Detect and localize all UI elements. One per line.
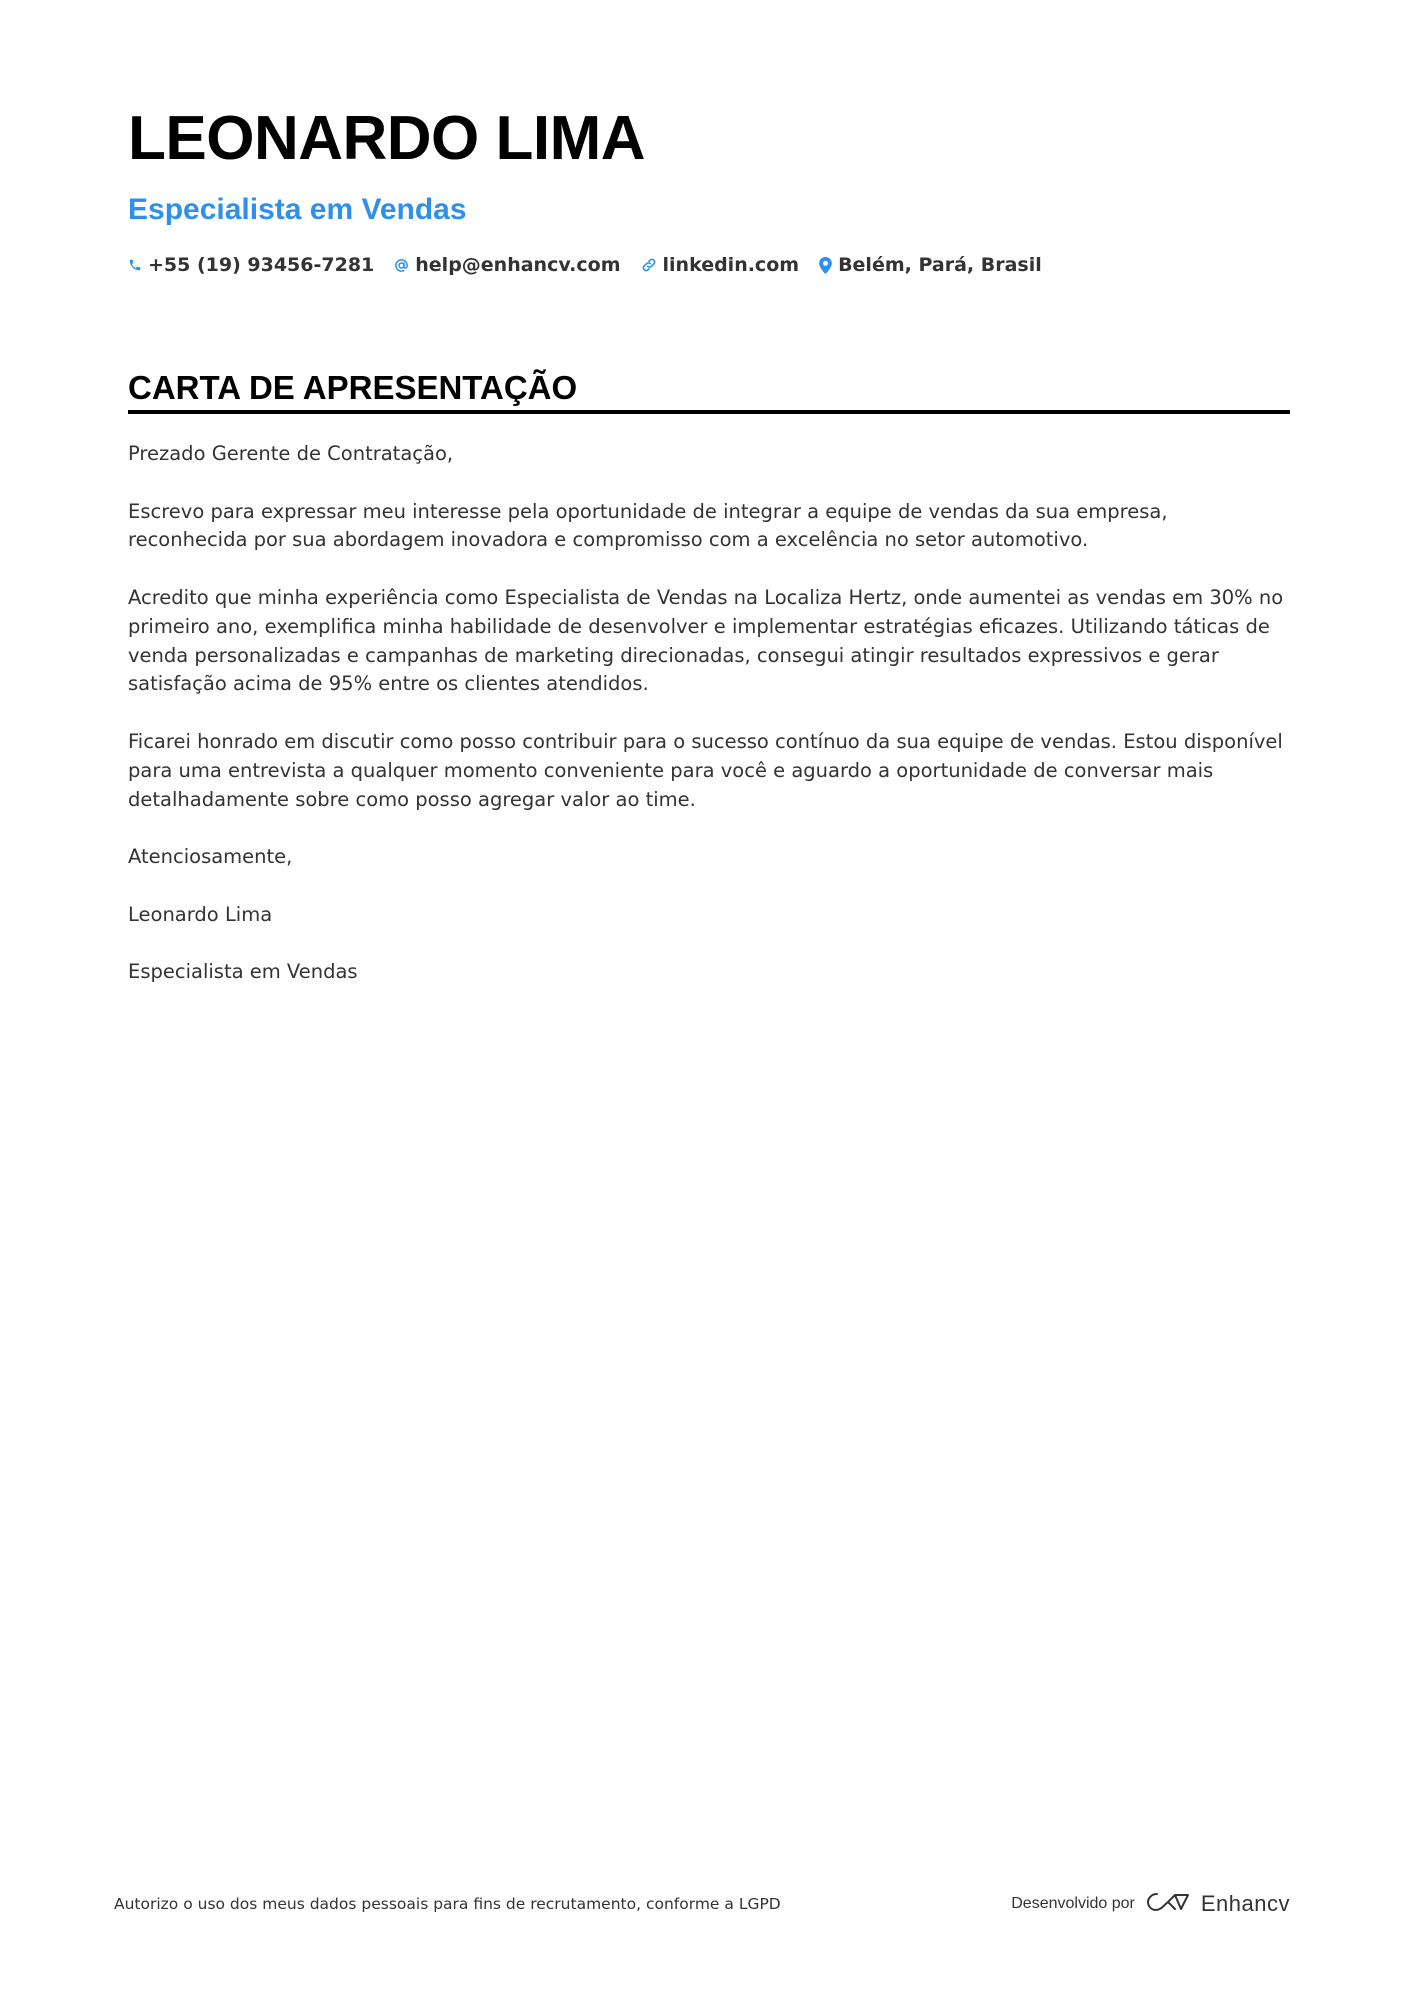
candidate-name: LEONARDO LIMA <box>128 104 646 173</box>
letter-body <box>128 440 1290 1016</box>
link-icon <box>641 257 657 273</box>
letter-paragraph-1: Escrevo para expressar meu interesse pela oportunidade de integrar a equipe de vendas da sua empresa, reconhecida por sua abordagem inovadora e compromisso com a excelência no setor automotivo. <box>128 499 1168 552</box>
section-divider <box>128 410 1290 414</box>
at-icon <box>394 258 409 273</box>
contact-linkedin[interactable] <box>641 254 800 276</box>
consent-note: Autorizo o uso dos meus dados pessoais para fins de recrutamento, conforme a LGPD <box>114 1895 781 1913</box>
contact-linkedin-text: linkedin.com <box>662 254 800 276</box>
phone-icon <box>128 258 142 272</box>
signature-role: Especialista em Vendas <box>128 960 358 984</box>
letter-paragraph-2: Acredito que minha experiência como Especialista de Vendas na Localiza Hertz, onde aumentei as vendas em 30% no primeiro ano, exemplifica minha habilidade de desenvolver e implementar estratégias eficazes. Utilizando táticas de venda personalizadas e campanhas de marketing direcionadas, consegui atingir resultados expressivos e gerar satisfação acima de 95% entre os clientes atendidos. <box>128 585 1284 696</box>
enhancv-brand: Enhancv <box>1200 1891 1290 1916</box>
contact-location <box>819 254 1042 276</box>
letter-closing: Atenciosamente, <box>128 845 293 869</box>
letter-greeting: Prezado Gerente de Contratação, <box>128 442 454 465</box>
powered-by-label: Desenvolvido por <box>1011 1895 1135 1912</box>
signature-name: Leonardo Lima <box>128 902 273 926</box>
letter-paragraph-3: Ficarei honrado em discutir como posso contribuir para o sucesso contínuo da sua equipe de vendas. Estou disponível para uma entrevista a qualquer momento conveniente para você e aguardo a oportunidade de conversar mais detalhadamente sobre como posso agregar valor ao time. <box>128 729 1283 811</box>
contact-location-text: Belém, Pará, Brasil <box>838 254 1042 276</box>
contact-phone-text: +55 (19) 93456-7281 <box>148 254 375 276</box>
contact-phone <box>128 254 374 276</box>
enhancv-logo-icon <box>1145 1890 1191 1918</box>
contact-bar <box>128 254 1042 276</box>
powered-by[interactable] <box>1011 1890 1290 1918</box>
location-pin-icon <box>819 257 832 274</box>
contact-email[interactable] <box>394 254 620 276</box>
contact-email-text: help@enhancv.com <box>415 254 621 276</box>
candidate-role: Especialista em Vendas <box>128 193 467 226</box>
section-title: CARTA DE APRESENTAÇÃO <box>128 369 578 406</box>
